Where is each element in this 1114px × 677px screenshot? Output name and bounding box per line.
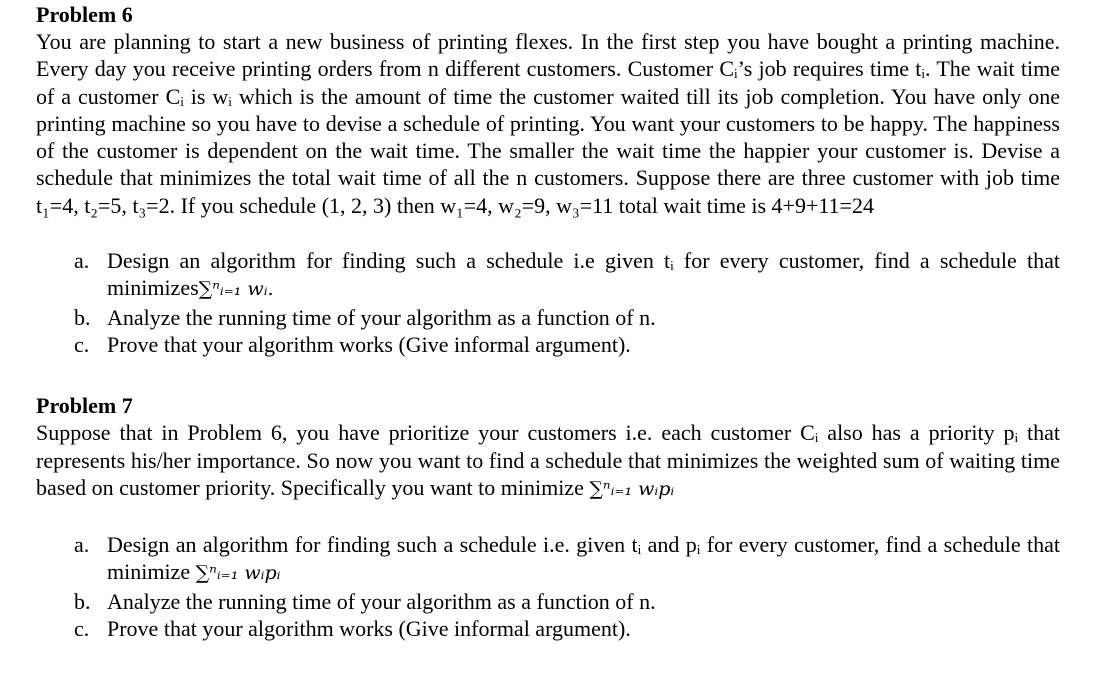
problem-6-item-c — [36, 331, 1060, 358]
item-text: Design an algorithm for finding such a schedule i.e. given tᵢ and pᵢ for every customer, find a schedule that minimize — [107, 532, 1060, 585]
problem-7-item-c — [36, 615, 1060, 642]
item-text: Prove that your algorithm works (Give informal argument). — [107, 331, 631, 357]
item-marker: c. — [74, 616, 90, 642]
item-marker: a. — [74, 532, 90, 558]
problem-6-title: Problem 6 — [36, 2, 133, 27]
sum-formula: ∑ⁿᵢ₌₁ wᵢpᵢ — [195, 562, 281, 585]
document-page — [36, 0, 1060, 642]
item-text: Design an algorithm for finding such a schedule i.e given tᵢ for every customer, find a schedule that minimizes — [107, 248, 1060, 301]
problem-7-subquestions — [36, 531, 1060, 642]
sum-formula: ∑ⁿᵢ₌₁ wᵢ. — [198, 278, 274, 301]
problem-7-item-b — [36, 588, 1060, 615]
item-marker: b. — [74, 304, 91, 330]
problem-6-subquestions — [36, 247, 1060, 358]
item-marker: c. — [74, 331, 90, 357]
problem-7-title: Problem 7 — [36, 393, 133, 419]
problem-6-item-a — [36, 247, 1060, 304]
item-text: Analyze the running time of your algorithm as a function of n. — [107, 588, 656, 614]
problem-6-paragraph: You are planning to start a new business of printing flexes. In the first step you have bought a printing machine. Every day you receive printing orders from n different customers. Customer Cᵢ’s job requires time tᵢ. The wait time of a customer Cᵢ is wᵢ which is the amount of time the customer waited till its job completion. You have only one printing machine so you have to devise a schedule of printing. You want your customers to be happy. The happiness of the customer is dependent on the wait time. The smaller the wait time the happier your customer is. Devise a schedule that minimizes the total wait time of all the n customers. Suppose there are three customer with job time t₁=4, t₂=5, t₃=2. If you schedule (1, 2, 3) then w₁=4, w₂=9, w₃=11 total wait time is 4+9+11=24 — [36, 29, 1060, 218]
problem-7-paragraph — [36, 419, 1060, 503]
item-text: Prove that your algorithm works (Give informal argument). — [107, 616, 631, 642]
problem-6-item-b — [36, 304, 1060, 331]
item-marker: a. — [74, 248, 90, 274]
sum-formula: ∑ⁿᵢ₌₁ wᵢpᵢ — [589, 477, 675, 500]
problem-7-item-a — [36, 531, 1060, 588]
item-text: Analyze the running time of your algorithm as a function of n. — [107, 304, 656, 330]
item-marker: b. — [74, 588, 91, 614]
paragraph-text: Suppose that in Problem 6, you have prioritize your customers i.e. each customer Cᵢ also has a priority pᵢ that represents his/her importance. So now you want to find a schedule that minimizes the weighted sum of waiting time based on customer priority. Specifically you want to minimize — [36, 420, 1060, 500]
